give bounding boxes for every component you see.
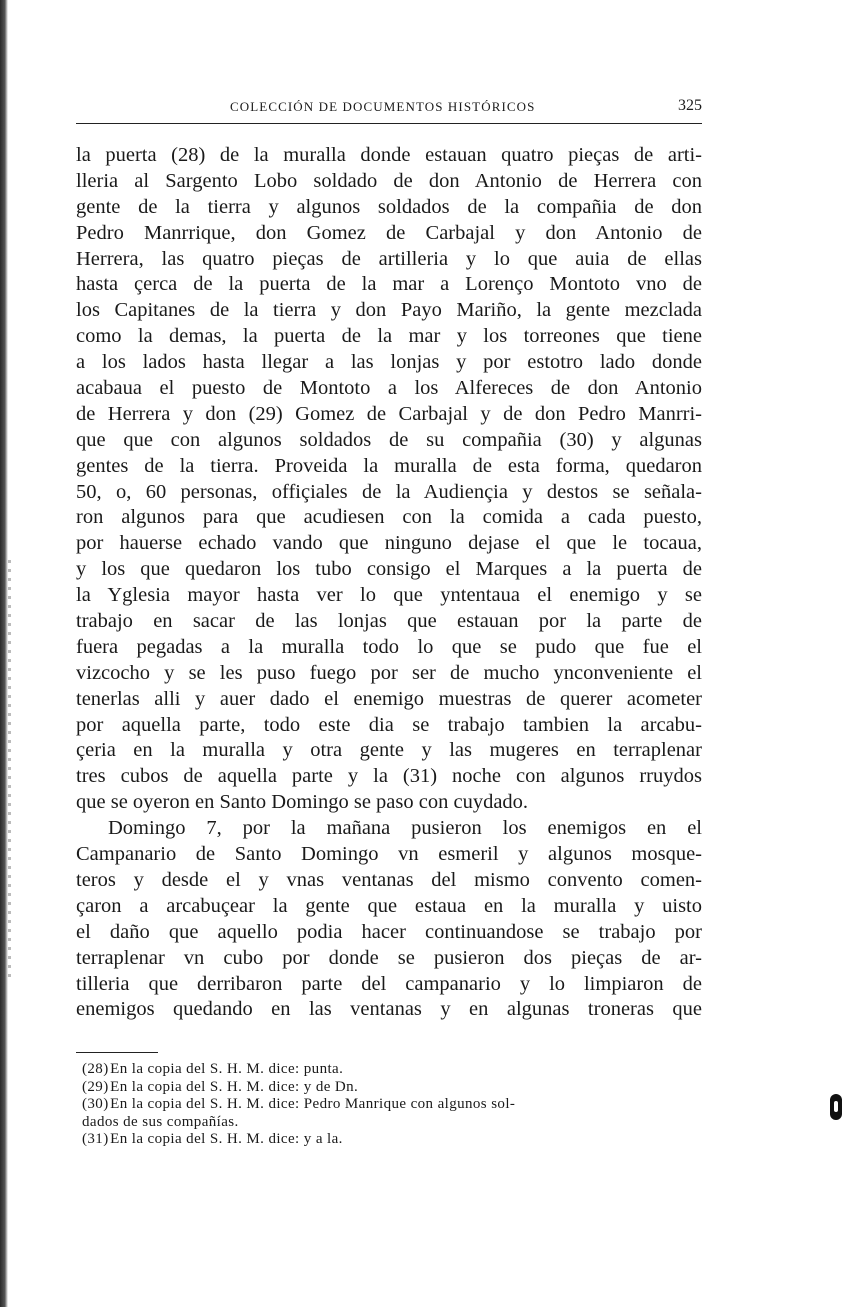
page-number: 325 [678,97,702,114]
header-rule [76,123,702,124]
text-line: gentes de la tierra. Proveida la muralla de esta forma, quedaron [76,454,702,477]
text-line: por aquella parte, todo este dia se trabajo tambien la arcabu- [76,713,702,736]
text-line: terraplenar vn cubo por donde se pusieron dos pieças de ar- [76,946,702,969]
footnote-text: En la copia del S. H. M. dice: Pedro Manrique con algunos sol- [110,1096,516,1113]
footnote [76,1079,702,1097]
footnote-mark: (31) [82,1131,109,1148]
paragraph-2 [76,816,702,1023]
text-line: vizcocho y se les puso fuego por ser de mucho ynconveniente el [76,661,702,684]
text-line: gente de la tierra y algunos soldados de la compañia de don [76,195,702,218]
text-line: teros y desde el y vnas ventanas del mismo convento comen- [76,868,702,891]
footnote-text: En la copia del S. H. M. dice: y a la. [110,1131,343,1148]
text-line: y los que quedaron los tubo consigo el Marques a la puerta de [76,558,702,581]
text-line: Pedro Manrrique, don Gomez de Carbajal y don Antonio de [76,221,702,244]
footnote-continuation: dados de sus compañías. [82,1113,239,1130]
footnote-rule [76,1052,158,1053]
footnote-mark: (28) [82,1061,109,1077]
text-line: tilleria que derribaron parte del campanario y lo limpiaron de [76,972,702,995]
text-line: que que con algunos soldados de su compañia (30) y algunas [76,428,702,451]
text-line: por hauerse echado vando que ninguno dejase el que le tocaua, [76,532,702,555]
margin-clip-mark [830,1094,842,1120]
page-header [230,99,702,123]
text-line: hasta çerca de la puerta de la mar a Lorenço Montoto vno de [76,273,702,296]
text-line: la Yglesia mayor hasta ver lo que yntentaua el enemigo y se [76,584,702,607]
page-binding-edge [0,0,8,1307]
text-line: Campanario de Santo Domingo vn esmeril y algunos mosque- [76,843,702,866]
text-line: trabajo en sacar de las lonjas que estauan por la parte de [76,610,702,633]
footnote-text: En la copia del S. H. M. dice: punta. [110,1061,344,1077]
footnote-text: En la copia del S. H. M. dice: y de Dn. [110,1078,359,1095]
text-line: de Herrera y don (29) Gomez de Carbajal y de don Pedro Manrri- [76,402,702,425]
footnote-mark: (30) [82,1096,109,1113]
paragraph-1 [76,143,702,816]
text-line: tenerlas alli y auer dado el enemigo muestras de querer acometer [76,687,702,710]
text-line: acabaua el puesto de Montoto a los Alfereces de don Antonio [76,377,702,400]
text-line: Herrera, las quatro pieças de artilleria y lo que auia de ellas [76,247,702,270]
text-line: enemigos quedando en las ventanas y en algunas troneras que [76,998,702,1021]
text-line: como la demas, la puerta de la mar y los torreones que tiene [76,325,702,348]
text-line: lleria al Sargento Lobo soldado de don Antonio de Herrera con [76,169,702,192]
text-line: fuera pegadas a la muralla todo lo que se pudo que fue el [76,635,702,658]
running-title: COLECCIÓN DE DOCUMENTOS HISTÓRICOS [230,99,536,114]
text-line: que se oyeron en Santo Domingo se paso con cuydado. [76,791,529,814]
text-line: 50, o, 60 personas, offiçiales de la Audiençia y destos se señala- [76,480,702,503]
text-line: Domingo 7, por la mañana pusieron los enemigos en el [108,817,702,840]
text-line: a los lados hasta llegar a las lonjas y por estotro lado donde [76,351,702,374]
text-line: çeria en la muralla y otra gente y las mugeres en terraplenar [76,739,702,762]
footnote [76,1131,702,1149]
footnotes [76,1061,702,1149]
text-line: tres cubos de aquella parte y la (31) noche con algunos rruydos [76,765,702,788]
text-line: çaron a arcabuçear la gente que estaua en la muralla y uisto [76,894,702,917]
text-line: los Capitanes de la tierra y don Payo Mariño, la gente mezclada [76,299,702,322]
text-line: ron algunos para que acudiesen con la comida a cada puesto, [76,506,702,529]
scan-artifact [8,560,11,980]
main-text [76,143,702,1023]
footnote-mark: (29) [82,1078,109,1095]
text-line: el daño que aquello podia hacer continuandose se trabajo por [76,920,702,943]
footnote [76,1061,702,1079]
text-line: la puerta (28) de la muralla donde estauan quatro pieças de arti- [76,144,702,166]
footnote [76,1096,702,1114]
